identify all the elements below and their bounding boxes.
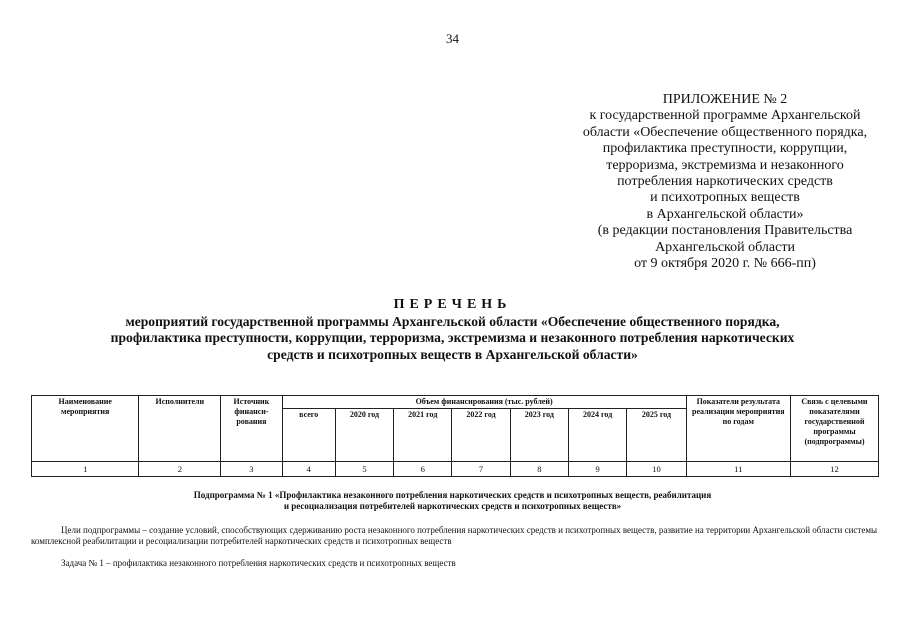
appendix-line: терроризма, экстремизма и незаконного <box>606 157 844 173</box>
header-year-2020: 2020 год <box>335 409 393 462</box>
appendix-line: потребления наркотических средств <box>617 174 833 190</box>
header-year-2022: 2022 год <box>452 409 510 462</box>
appendix-line: ПРИЛОЖЕНИЕ № 2 <box>662 92 788 107</box>
column-number: 10 <box>627 462 686 477</box>
column-number: 7 <box>452 462 510 477</box>
subprogram-title <box>0 490 905 512</box>
list-subtitle-line: профилактика преступности, коррупции, терроризма, экстремизма и незаконного потребления наркотических <box>110 330 795 346</box>
column-number: 4 <box>282 462 335 477</box>
list-subtitle <box>40 314 865 363</box>
column-number: 3 <box>221 462 282 477</box>
header-year-2023: 2023 год <box>510 409 568 462</box>
column-number: 11 <box>686 462 790 477</box>
subprogram-goals: Цели подпрограммы – создание условий, способствующих сдерживанию роста незаконного потребления наркотических средств и психотропных веществ, развитие на территории Архангельской области системы комплексной реабилитации и ресоциализации потребителей наркотических средств и психотропных веществ <box>31 525 878 546</box>
measures-table <box>31 395 879 477</box>
appendix-block <box>560 92 890 272</box>
page-number: 34 <box>446 31 459 46</box>
appendix-line: к государственной программе Архангельской <box>589 108 861 124</box>
header-funding: Объем финансирования (тыс. рублей) <box>282 396 686 409</box>
header-name: Наименование мероприятия <box>32 396 139 462</box>
column-number: 2 <box>139 462 221 477</box>
column-number: 6 <box>394 462 452 477</box>
header-executors: Исполнители <box>139 396 221 462</box>
header-indicators: Показатели результата реализации мероприятия по годам <box>686 396 790 462</box>
list-subtitle-line: средств и психотропных веществ в Архангельской области» <box>267 346 638 362</box>
header-total: всего <box>282 409 335 462</box>
task-1: Задача № 1 – профилактика незаконного потребления наркотических средств и психотропных веществ <box>61 558 456 568</box>
subprogram-line: Подпрограмма № 1 «Профилактика незаконного потребления наркотических средств и психотропных веществ, реабилитация <box>193 490 712 500</box>
list-heading: ПЕРЕЧЕНЬ <box>393 297 512 312</box>
column-number: 12 <box>790 462 878 477</box>
column-number: 1 <box>32 462 139 477</box>
header-year-2024: 2024 год <box>568 409 626 462</box>
appendix-line: профилактика преступности, коррупции, <box>602 141 848 157</box>
column-number: 8 <box>510 462 568 477</box>
appendix-line: от 9 октября 2020 г. № 666-пп) <box>634 256 816 272</box>
header-year-2021: 2021 год <box>394 409 452 462</box>
header-link: Связь с целевыми показателями государственной программы (подпрограммы) <box>790 396 878 462</box>
list-subtitle-line: мероприятий государственной программы Архангельской области «Обеспечение общественного порядка, <box>125 314 780 329</box>
appendix-line: и психотропных веществ <box>650 190 800 206</box>
subprogram-line: и ресоциализация потребителей наркотических средств и психотропных веществ» <box>283 501 622 511</box>
appendix-line: (в редакции постановления Правительства <box>597 223 853 239</box>
column-number: 5 <box>335 462 393 477</box>
appendix-line: в Архангельской области» <box>646 206 804 222</box>
appendix-line: области «Обеспечение общественного порядка, <box>582 124 868 140</box>
appendix-line: Архангельской области <box>655 239 795 255</box>
header-year-2025: 2025 год <box>627 409 686 462</box>
header-source: Источник финанси- рования <box>221 396 282 462</box>
column-number: 9 <box>568 462 626 477</box>
